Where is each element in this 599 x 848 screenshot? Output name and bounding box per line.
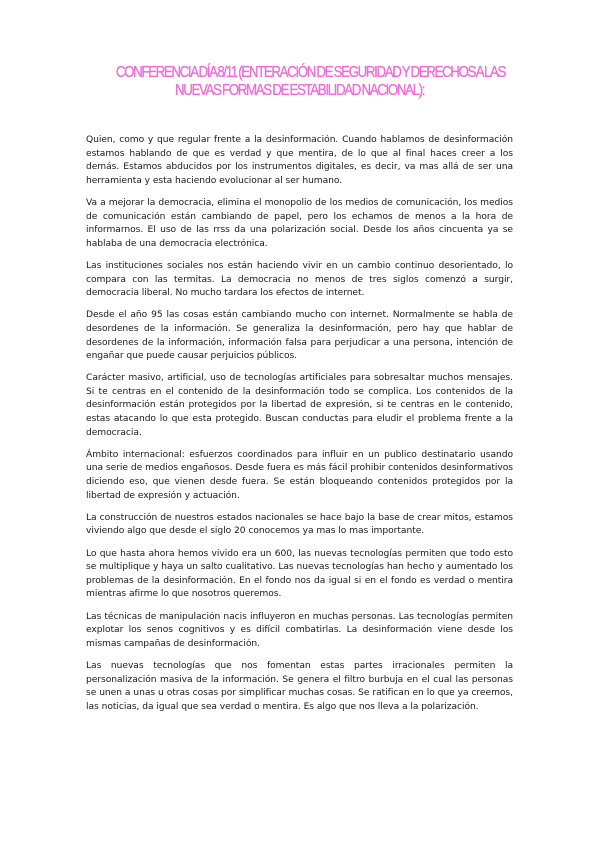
paragraph-7: La construcción de nuestros estados nacionales se hace bajo la base de crear mitos, estamos viviendo algo que desde el siglo 20 conocemos ya mas lo mas importante. bbox=[86, 512, 513, 537]
title-line-1: CONFERENCIA DÍA 8/11 (ENTERACIÓN DE SEGURIDAD Y DERECHOS A LAS bbox=[115, 64, 506, 81]
paragraph-1: Quien, como y que regular frente a la desinformación. Cuando hablamos de desinformación estamos hablando de que es verdad y que mentira, de lo que al final haces creer a los demás. Estamos abducidos por los instrumentos digitales, es decir, va mas allá de ser una herramienta y esta haciendo evolucionar al ser humano. bbox=[86, 135, 513, 186]
page-title bbox=[115, 0, 506, 100]
paragraph-6: Ámbito internacional: esfuerzos coordinados para influir en un publico destinatario usando una serie de medios engañosos. Desde fuera es más fácil prohibir contenidos desinformativos diciendo eso, que vienen desde fuera. Se están bloqueando contenidos protegidos por la libertad de expresión y actuación. bbox=[86, 449, 513, 501]
paragraph-2: Va a mejorar la democracia, elimina el monopolio de los medios de comunicación, los medios de comunicación están cambiando de papel, pero los echamos de menos a la hora de informarnos. El uso de las rrss da una polarización social. Desde los años cincuenta ya se hablaba de una democracia electrónica. bbox=[86, 197, 513, 249]
paragraph-8: Lo que hasta ahora hemos vivido era un 600, las nuevas tecnologías permiten que todo esto se multiplique y haya un salto cualitativo. Las nuevas tecnologías han hecho y aumentado los problemas de la desinformación. En el fondo nos da igual si en el fondo es verdad o mentira mientras afirme lo que nosotros queremos. bbox=[86, 548, 513, 600]
document-body bbox=[86, 134, 513, 714]
paragraph-5: Carácter masivo, artificial, uso de tecnologías artificiales para sobresaltar muchos mensajes. Si te centras en el contenido de la desinformación todo se complica. Los contenidos de la desinformación están protegidos por la libertad de expresión, si te centras en le contenido, estas atacando lo que esta protegido. Buscan conductas para eludir el problema frente a la democracia. bbox=[86, 373, 513, 438]
title-line-2: NUEVAS FORMAS DE ESTABILIDAD NACIONAL): bbox=[174, 82, 425, 99]
paragraph-3: Las instituciones sociales nos están haciendo vivir en un cambio continuo desorientado, lo compara con las termitas. La democracia no menos de tres siglos comenzó a surgir, democracia liberal. No mucho tardara los efectos de internet. bbox=[86, 260, 513, 299]
paragraph-10: Las nuevas tecnologías que nos fomentan estas partes irracionales permiten la personalización masiva de la información. Se genera el filtro burbuja en el cual las personas se unen a unas u otras cosas por simplificar muchas cosas. Se ratifican en lo que ya creemos, las noticias, da igual que sea verdad o mentira. Es algo que nos lleva a la polarización. bbox=[86, 660, 513, 712]
paragraph-9: Las técnicas de manipulación nacis influyeron en muchas personas. Las tecnologías permiten explotar los senos cognitivos y es difícil combatirlas. La desinformación viene desde los mismas campañas de desinformación. bbox=[86, 611, 513, 649]
paragraph-4: Desde el año 95 las cosas están cambiando mucho con internet. Normalmente se habla de desordenes de la información. Se generaliza la desinformación, pero hay que hablar de desordenes de la información, información falsa para perjudicar a una persona, intención de engañar que puede causar perjuicios públicos. bbox=[86, 310, 513, 362]
